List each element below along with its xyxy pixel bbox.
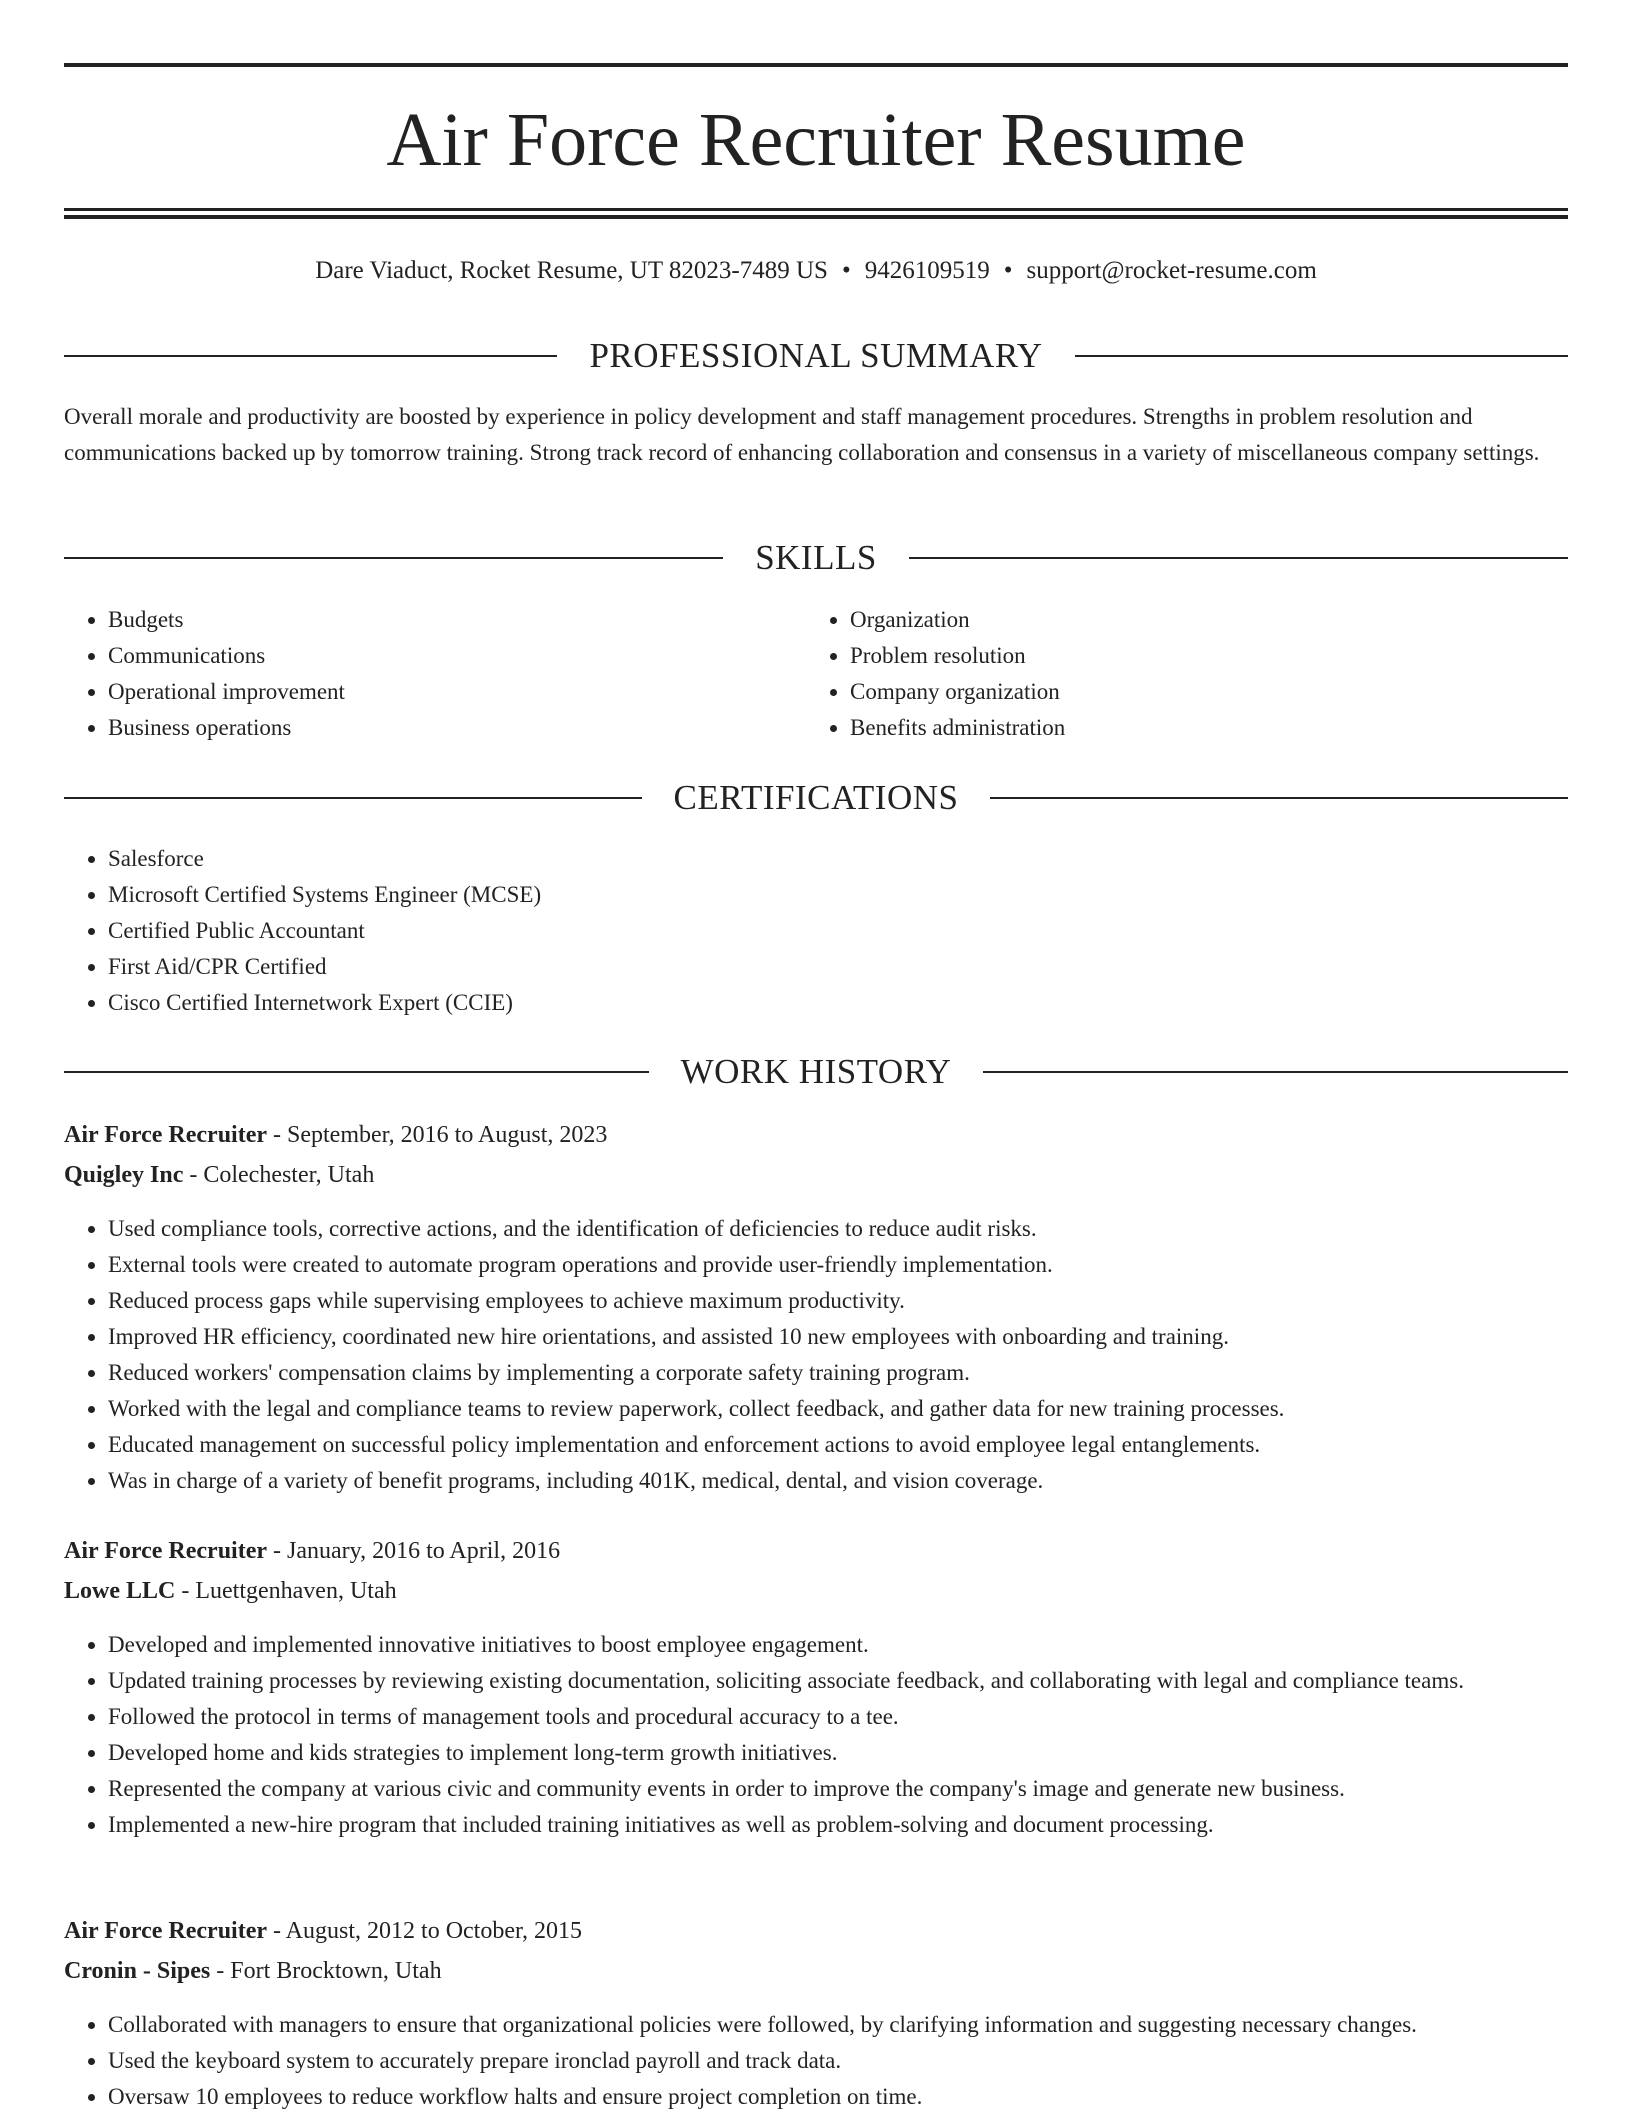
job-title-line (64, 1913, 582, 1949)
job-location: - Colechester, Utah (183, 1162, 375, 1188)
job-company: Quigley Inc (64, 1162, 184, 1188)
certification-item: • Certified Public Accountant (108, 913, 1568, 949)
section-heading-certifications (64, 776, 1568, 820)
certification-item: • First Aid/CPR Certified (108, 949, 1568, 985)
job-location: - Fort Brocktown, Utah (210, 1958, 442, 1984)
job-company: Lowe LLC (64, 1578, 176, 1604)
contact-address: Dare Viaduct, Rocket Resume, UT 82023-7489 US (315, 257, 828, 284)
job-bullet: • Used compliance tools, corrective actions, and the identification of deficiencies to reduce audit risks. (108, 1211, 1568, 1247)
skill-item: • Benefits administration (850, 710, 1550, 746)
job-title: Air Force Recruiter (64, 1538, 268, 1564)
certification-item: • Cisco Certified Internetwork Expert (CCIE) (108, 985, 1568, 1021)
job-company-line (64, 1953, 442, 1989)
job-title-line (64, 1117, 607, 1153)
job-bullet: • Reduced process gaps while supervising employees to achieve maximum productivity. (108, 1283, 1568, 1319)
job-bullet: • Updated training processes by reviewing existing documentation, soliciting associate feedback, and collaborating with legal and compliance teams. (108, 1663, 1568, 1699)
skill-item: • Business operations (108, 710, 808, 746)
skill-item: • Organization (850, 602, 1550, 638)
certification-item: • Microsoft Certified Systems Engineer (MCSE) (108, 877, 1568, 913)
job-bullet: • Was in charge of a variety of benefit programs, including 401K, medical, dental, and vision coverage. (108, 1463, 1568, 1499)
skill-item: • Budgets (108, 602, 808, 638)
job-location: - Luettgenhaven, Utah (175, 1578, 397, 1604)
title-bottom-rule-lower (64, 215, 1568, 219)
contact-separator: • (1003, 257, 1013, 284)
job-dates: - January, 2016 to April, 2016 (267, 1538, 561, 1564)
job-title: Air Force Recruiter (64, 1918, 268, 1944)
job-company: Cronin - Sipes (64, 1958, 211, 1984)
job-bullet: • Educated management on successful policy implementation and enforcement actions to avoid employee legal entanglements. (108, 1427, 1568, 1463)
skill-item: • Problem resolution (850, 638, 1550, 674)
job-company-line (64, 1157, 374, 1193)
skill-item: • Operational improvement (108, 674, 808, 710)
skills-list-right (806, 602, 1550, 746)
job-title-line (64, 1533, 560, 1569)
section-heading-summary (64, 334, 1568, 378)
certification-item: • Salesforce (108, 841, 1568, 877)
contact-phone: 9426109519 (864, 257, 990, 284)
skill-item: • Communications (108, 638, 808, 674)
heading-rule (983, 1071, 1568, 1073)
job-bullet: • Reduced workers' compensation claims by implementing a corporate safety training program. (108, 1355, 1568, 1391)
skills-list-left (64, 602, 808, 746)
section-heading-work-history (64, 1050, 1568, 1094)
certifications-list (64, 841, 1568, 1021)
job-company-line (64, 1573, 397, 1609)
job-bullets (64, 1627, 1568, 1843)
job-title: Air Force Recruiter (64, 1122, 268, 1148)
section-heading-skills (64, 536, 1568, 580)
job-bullet: • Used the keyboard system to accurately prepare ironclad payroll and track data. (108, 2043, 1568, 2079)
contact-line (64, 254, 1568, 288)
heading-rule (64, 797, 642, 799)
job-dates: - September, 2016 to August, 2023 (267, 1122, 608, 1148)
section-title: CERTIFICATIONS (673, 778, 959, 817)
job-bullet: • Collaborated with managers to ensure that organizational policies were followed, by clarifying information and suggesting necessary changes. (108, 2007, 1568, 2043)
job-bullet: • Implemented a new-hire program that included training initiatives as well as problem-solving and document processing. (108, 1807, 1568, 1843)
job-bullet: • External tools were created to automate program operations and provide user-friendly implementation. (108, 1247, 1568, 1283)
job-bullet: • Improved HR efficiency, coordinated new hire orientations, and assisted 10 new employees with onboarding and training. (108, 1319, 1568, 1355)
heading-rule (64, 355, 557, 357)
section-title: PROFESSIONAL SUMMARY (589, 336, 1043, 375)
title-top-rule (64, 63, 1568, 67)
heading-rule (1075, 355, 1568, 357)
job-bullet: • Developed and implemented innovative initiatives to boost employee engagement. (108, 1627, 1568, 1663)
contact-separator: • (841, 257, 851, 284)
contact-email: support@rocket-resume.com (1026, 257, 1317, 284)
job-bullet: • Oversaw 10 employees to reduce workflow halts and ensure project completion on time. (108, 2079, 1568, 2115)
job-bullet: • Worked with the legal and compliance teams to review paperwork, collect feedback, and gather data for new training processes. (108, 1391, 1568, 1427)
heading-rule (990, 797, 1568, 799)
job-bullets (64, 2007, 1568, 2115)
summary-paragraph: Overall morale and productivity are boosted by experience in policy development and staff management procedures. Strengths in problem resolution and communications backed up by tomorrow training. Strong track record of enhancing collaboration and consensus in a variety of miscellaneous company settings. (64, 404, 1540, 465)
section-title: SKILLS (755, 538, 877, 577)
resume-title: Air Force Recruiter Resume (386, 98, 1246, 182)
job-dates: - August, 2012 to October, 2015 (267, 1918, 583, 1944)
skill-item: • Company organization (850, 674, 1550, 710)
job-bullet: • Followed the protocol in terms of management tools and procedural accuracy to a tee. (108, 1699, 1568, 1735)
job-bullets (64, 1211, 1568, 1499)
title-bottom-rule-upper (64, 208, 1568, 211)
job-bullet: • Represented the company at various civic and community events in order to improve the company's image and generate new business. (108, 1771, 1568, 1807)
job-bullet: • Developed home and kids strategies to implement long-term growth initiatives. (108, 1735, 1568, 1771)
heading-rule (64, 557, 723, 559)
heading-rule (64, 1071, 649, 1073)
section-title: WORK HISTORY (680, 1052, 952, 1091)
heading-rule (909, 557, 1568, 559)
